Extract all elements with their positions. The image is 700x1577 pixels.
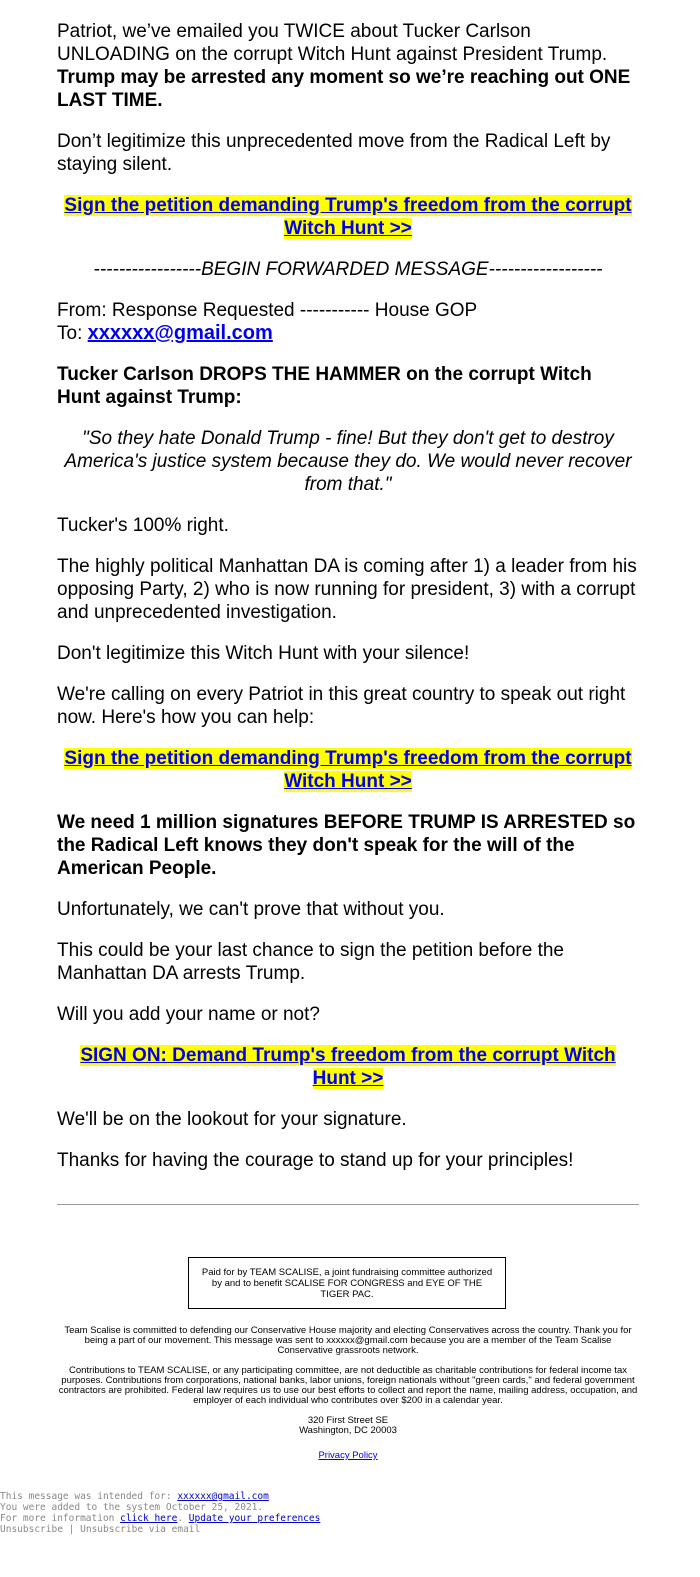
intended-email-link[interactable]: xxxxxx@gmail.com	[177, 1491, 269, 1502]
paragraph-million: We need 1 million signatures BEFORE TRUMP IS ARRESTED so the Radical Left knows they don't speak for the will of the American People.	[57, 812, 636, 879]
intended-row	[0, 1491, 320, 1502]
to-email-link[interactable]: xxxxxx@gmail.com	[87, 322, 273, 344]
address-line-2: Washington, DC 20003	[299, 1425, 397, 1436]
paragraph-will: Will you add your name or not?	[57, 1004, 320, 1025]
message-header	[57, 299, 639, 345]
more-info-row: For more information click here. Update your preferences	[0, 1513, 321, 1524]
paragraph-right: Tucker's 100% right.	[57, 515, 229, 536]
mailing-address	[57, 1416, 639, 1436]
to-label: To:	[57, 323, 83, 344]
intro-text: Patriot, we’ve emailed you TWICE about Tucker Carlson UNLOADING on the corrupt Witch Hunt against President Trump.	[57, 21, 608, 65]
paragraph-last-chance: This could be your last chance to sign the petition before the Manhattan DA arrests Trump.	[57, 940, 564, 984]
committed-notice: Team Scalise is committed to defending our Conservative House majority and electing Conservatives across the country. Thank you for being a part of our movement. This message was sent to xxxxxx@gmail.com because you are a member of the Team Scalise Conservative grassroots network.	[64, 1325, 632, 1356]
petition-link-3[interactable]: SIGN ON: Demand Trump's freedom from the corrupt Witch Hunt >>	[80, 1045, 616, 1089]
petition-cta-2	[57, 747, 639, 793]
intended-label: This message was intended for:	[0, 1491, 172, 1502]
forwarded-message-divider: -----------------BEGIN FORWARDED MESSAGE------------------	[93, 259, 603, 280]
more-info-label: For more information	[0, 1513, 115, 1524]
petition-link-1[interactable]: Sign the petition demanding Trump's freedom from the corrupt Witch Hunt >>	[64, 195, 632, 239]
paragraph-da: The highly political Manhattan DA is coming after 1) a leader from his opposing Party, 2) who is now running for president, 3) with a corrupt and unprecedented investigation.	[57, 556, 637, 623]
privacy-policy-link[interactable]: Privacy Policy	[318, 1450, 378, 1461]
unsubscribe-email-link[interactable]: Unsubscribe via email	[80, 1524, 201, 1535]
unsubscribe-separator: |	[68, 1524, 75, 1535]
unsubscribe-link[interactable]: Unsubscribe	[0, 1524, 63, 1535]
intro-paragraph-1	[57, 20, 639, 112]
paragraph-thanks: Thanks for having the courage to stand up for your principles!	[57, 1150, 574, 1171]
divider	[57, 1204, 639, 1205]
paragraph-silence: Don't legitimize this Witch Hunt with your silence!	[57, 643, 470, 664]
paragraph-lookout: We'll be on the lookout for your signature.	[57, 1109, 407, 1130]
paragraph-calling: We're calling on every Patriot in this great country to speak out right now. Here's how you can help:	[57, 684, 626, 728]
paragraph-unfortunately: Unfortunately, we can't prove that without you.	[57, 899, 445, 920]
intro-paragraph-2: Don’t legitimize this unprecedented move from the Radical Left by staying silent.	[57, 131, 611, 175]
address-line-1: 320 First Street SE	[307, 1415, 389, 1426]
intro-bold-text: Trump may be arrested any moment so we’re reaching out ONE LAST TIME.	[57, 67, 631, 111]
tucker-quote: "So they hate Donald Trump - fine! But they don't get to destroy America's justice system because they do. We would never recover from that."	[64, 428, 632, 495]
from-line: From: Response Requested ----------- House GOP	[57, 300, 478, 321]
headline: Tucker Carlson DROPS THE HAMMER on the corrupt Witch Hunt against Trump:	[57, 364, 592, 408]
petition-cta-1	[57, 194, 639, 240]
email-body	[57, 20, 639, 1190]
system-footer	[0, 1491, 320, 1535]
added-row: You were added to the system October 25, 2021.	[0, 1502, 264, 1513]
paid-for-text: Paid for by TEAM SCALISE, a joint fundraising committee authorized by and to benefit SCALISE FOR CONGRESS and EYE OF THE TIGER PAC.	[201, 1267, 493, 1300]
petition-link-2[interactable]: Sign the petition demanding Trump's freedom from the corrupt Witch Hunt >>	[64, 748, 632, 792]
unsubscribe-row	[0, 1524, 320, 1535]
click-here-link[interactable]: click here	[120, 1513, 178, 1524]
paid-for-disclaimer-box	[188, 1257, 506, 1309]
contributions-notice: Contributions to TEAM SCALISE, or any participating committee, are not deductible as charitable contributions for federal income tax purposes. Contributions from corporations, national banks, labor unions, foreign nationals without "green cards," and federal government contractors are prohibited. Federal law requires us to use our best efforts to collect and report the name, mailing address, occupation, and employer of each individual who contributes over $200 in a calendar year.	[58, 1365, 638, 1406]
update-preferences-link[interactable]: Update your preferences	[188, 1513, 321, 1524]
privacy-row	[57, 1451, 639, 1461]
petition-cta-3	[57, 1044, 639, 1090]
